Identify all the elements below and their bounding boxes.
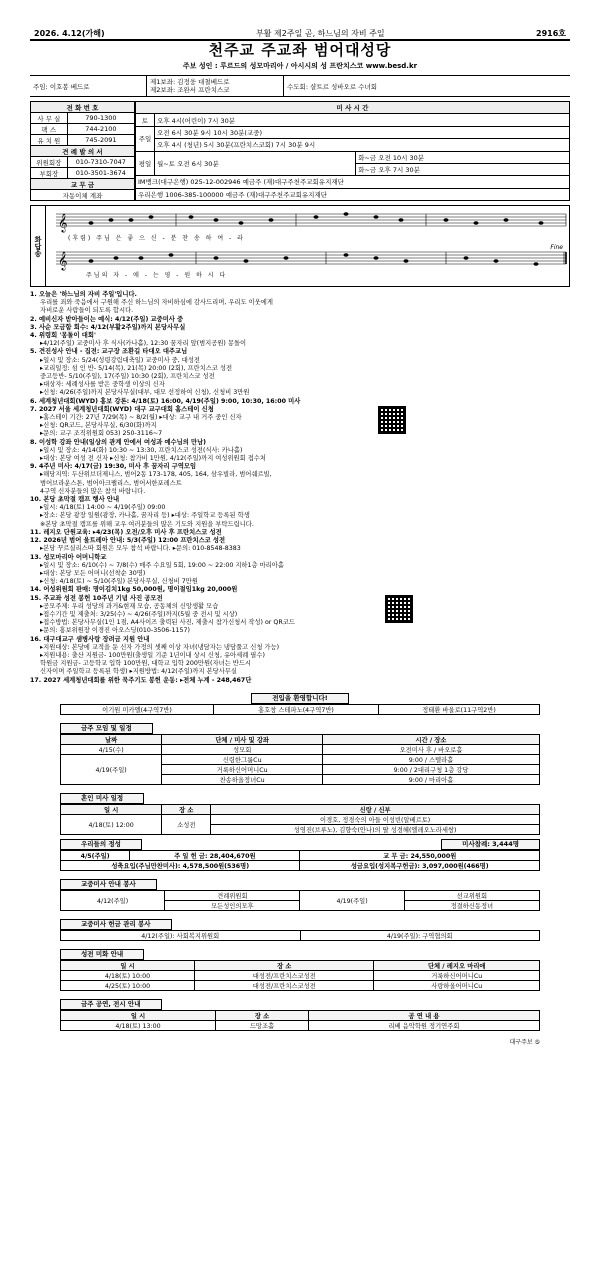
notice-item: [30, 554, 570, 587]
notice-item: [30, 586, 570, 594]
welcome-table: [60, 704, 540, 715]
svg-text:𝄞: 𝄞: [58, 251, 68, 270]
phone-value: 744-2100: [67, 124, 134, 135]
notice-item: [30, 324, 570, 332]
notice-line: 범어브라운스톤, 범어아크팰리스, 범어서한포레스트: [40, 479, 182, 487]
notice-item: [30, 636, 570, 677]
sat-label: 토: [136, 114, 155, 126]
notice-title: 6. 세계청년대회(WYD) 홍보 강론: 4/18(토) 16:00, 4/19(주일) 9:00, 10:30, 16:00 미사: [30, 397, 301, 405]
meeting-place: 오전미사 후 / 바오로홀: [323, 744, 540, 754]
notice-line: ▸본당 꾸르실리스따 회원은 모두 참석 바랍니다. ▸문의: 010-8548-8383: [40, 545, 241, 553]
notice-line: ▸장소: 본당 광장 일원(광장, 카나홀, 꿈자리 등) ▸대상: 주일학교 등록된 학생: [40, 512, 250, 520]
notice-title: 11. 레지오 단원교육: ▸4/23(목) 오전/오후 미사 후 프란치스코 성전: [30, 528, 222, 536]
notice-line: 자비로운 사람들이 되도록 합시다.: [40, 307, 134, 315]
phone-label: 사 무 실: [31, 113, 68, 124]
notice-title: 3. 사순 모금함 회수: 4/12(부활2주일)까지 본당사무실: [30, 323, 186, 331]
col-header: 공 연 내 용: [308, 1010, 539, 1020]
notice-line: ▸일시 및 장소: 6/10(수) ~ 7/8(수) 매주 수요일 5회, 19:00 ~ 22:00 지하1층 마리아홀: [40, 561, 284, 569]
notice-line: ▸4/12(주일) 교중미사 후 식사(카나홀), 12:30 꿈자리 앞(범지공원) 몽돌이: [40, 340, 247, 348]
sisters: 수도회: 샬트르 성바오로 수녀회: [287, 82, 378, 91]
decor-group: 거룩하신어머니Cu: [374, 970, 540, 980]
weekday-right-2: 화~금 오후 7시 30분: [356, 163, 570, 175]
concert-title: 금주 공연, 전시 안내: [60, 999, 162, 1010]
info-section: [30, 101, 570, 201]
holy-offering: 성금요입(성지복구헌금): 3,097,000원(466명): [300, 860, 540, 870]
service-title: 교중미사 안내 봉사: [60, 879, 157, 890]
meetings-title: 금주 모임 및 일정: [60, 723, 153, 734]
notice-title: 9. 4주년 미사: 4/17(금) 19:30, 미사 후 꿈자리 구역모임: [30, 463, 197, 471]
notice-line: ▸홈스테이 기간: 27년 7/29(목) ~ 8/2(월) ▸대상: 교구 내 거주 중인 신자: [40, 414, 242, 422]
meeting-date: 4/19(주일): [61, 754, 162, 784]
notice-line: ▸지원대상: 본당에 교적을 둔 신자 가정의 셋째 이상 자녀(냉담자는 냉담풀고 신청 가능): [40, 643, 280, 651]
phone-label: 유 치 원: [31, 135, 68, 146]
notice-item: [30, 398, 570, 406]
weekday-mass: 월~토 오전 6시 30분: [155, 151, 356, 176]
notices-list: [30, 291, 570, 685]
notice-line: ▸교리일정: 섬 인 반- 5/14(목), 21(목) 20:00 (2회), 프란치스코 성전: [40, 364, 233, 372]
weekday-right-1: 화~금 오전 10시 30분: [356, 151, 570, 163]
vicar-1: 제1보좌: 김정웅 대철베드로: [150, 78, 230, 86]
col-header: 날짜: [61, 734, 162, 744]
notice-item: [30, 348, 570, 397]
decor-table: [60, 960, 540, 991]
notice-item: [30, 291, 570, 316]
welcome-title: 전입을 환영합니다!: [251, 693, 348, 704]
mass-table: [135, 101, 570, 201]
phones-header: 전 화 번 호: [31, 102, 135, 113]
concert-date: 4/18(토) 13:00: [61, 1020, 216, 1030]
lyric-line-2: 주님의 자 - 애 - 는 영 - 원 하 시 다: [86, 272, 228, 279]
concert-content: 리베 음악학원 정기연주회: [308, 1020, 539, 1030]
notice-title: 4. 위령회 '몽돌이 대회': [30, 332, 96, 340]
col-header: 단체 / 미사 및 강좌: [162, 734, 323, 744]
attendance-value: 3,444명: [492, 839, 519, 848]
notice-line: ▸신청: 4/18(토) ~ 5/10(주일) 본당사무실, 신청비 7만원: [40, 578, 198, 586]
notice-line: 중고등반- 5/10(주일), 17(주일) 10:30 (2회), 프란치스코 성전: [40, 373, 215, 381]
service-group: 선교위원회: [404, 890, 539, 900]
notice-title: 13. 성모마리아 어머니학교: [30, 553, 107, 561]
notice-title: 8. 이성학 강좌 안내(일상의 관계 안에서 여성과 예수님의 만남): [30, 438, 207, 446]
col-header: 장 소: [195, 960, 374, 970]
wedding-place: 소성전: [162, 814, 211, 834]
cleaning-left: 4/12(주일): 사회복지위원회: [61, 930, 301, 940]
notice-line: ▸신청: QR코드, 본당사무실, 6/30(화)까지: [40, 422, 157, 430]
notice-item: [30, 439, 570, 464]
decor-group: 사랑하올어머니Cu: [374, 980, 540, 990]
notice-line: 4구역 신자분들의 많은 참석 바랍니다.: [40, 487, 146, 495]
notice-title: 10. 본당 초막절 캠프 행사 안내: [30, 496, 120, 504]
notice-title: 17. 2027 세계청년대회를 위한 묵주기도 봉헌 운동: ▸전체 누계 - 248,467단: [30, 676, 252, 684]
welcome-name: 정태환 바울로(11구역2반): [379, 704, 540, 714]
attendance-label: 미사참례:: [462, 839, 490, 848]
decor-date: 4/25(토) 10:00: [61, 980, 195, 990]
church-title: 천주교 주교좌 범어대성당: [208, 41, 392, 59]
meeting-group: 성모회: [162, 744, 323, 754]
notice-title: 14. 어성위원회 판매: 명이김치1kg 50,000원, 명이절임1kg 20,000원: [30, 586, 238, 594]
phone-value: 010-7310-7047: [67, 157, 134, 168]
service-table: [60, 890, 540, 911]
notice-line: ▸대상자: 세례성사를 받은 중학생 이상의 신자: [40, 381, 165, 389]
welcome-name: 이기원 미카엘(4구역7반): [61, 704, 214, 714]
vicar-2: 제2보좌: 조완서 프란치스코: [150, 86, 230, 94]
notice-item: [30, 332, 570, 348]
attendance-box: [441, 839, 540, 850]
decor-place: 대성전/프란치스코성전: [195, 970, 374, 980]
offering-date: 4/5(주일): [61, 850, 130, 860]
phone-value: 790-1300: [67, 113, 134, 124]
liturgical-day: 부활 제2주일 곧, 하느님의 자비 주일: [256, 29, 385, 38]
notice-line: ▸신청: 4/26(주일)까지 본당사무실(대부, 대모 선정하여 신청), 신청비 3만원: [40, 389, 250, 397]
account-label: 자동이체 계좌: [31, 190, 135, 201]
notice-line: ▸해당지역: 두산위브더제니스, 범어2동 173-178, 405, 164, 삼우빌라, 범어쉐르빌,: [40, 471, 272, 479]
vicars: [147, 76, 284, 96]
clergy-row: [30, 76, 570, 97]
decor-date: 4/18(토) 10:00: [61, 970, 195, 980]
notice-item: [30, 595, 570, 636]
patrons-line: 주보 성인 : 루르드의 성모마리아 / 아시시의 성 프란치스코 www.besd.kr: [182, 62, 418, 70]
phone-value: 745-2091: [67, 135, 134, 146]
col-header: 시간 / 장소: [323, 734, 540, 744]
notice-line: 우리를 죄와 죽음에서 구원해 주신 하느님의 자비하심에 감사드리며, 우리도 이웃에게: [40, 299, 273, 307]
phone-table: [30, 101, 135, 201]
wedding-date: 4/18(토) 12:00: [61, 814, 162, 834]
phone-label: 팩 스: [31, 124, 68, 135]
sun-pm-mass: 오후 4시 (청년) 5시 30분(프란치스코회) 7시 30분 9시: [155, 139, 570, 151]
sunday-offering: 주 일 헌 금: 28,404,670원: [130, 850, 300, 860]
fine-mark: Fine: [550, 244, 563, 251]
notice-line: ▸지원내용: 출산 지원금- 100만원(출생일 기준 1년이내 상시 신청, 유아세례 필수): [40, 651, 265, 659]
meeting-place: 9:00 / 스텔라홀: [323, 754, 540, 764]
meeting-place: 9:00 / 마리아홀: [323, 774, 540, 784]
notice-title: 7. 2027 서울 세계청년대회(WYD) 대구 교구대회 홈스테이 신청: [30, 405, 214, 413]
wedding-couple: 이경호, 정경숙의 아들 이성빈(알베르토): [211, 814, 540, 824]
offering-title: 우리들의 정성: [60, 839, 142, 850]
issue-number: 2916호: [536, 29, 566, 38]
phone-label: 부회장: [31, 168, 68, 179]
notice-line: ※본당 초막절 캠프를 위해 교우 여러분들의 많은 기도와 지원을 부탁드립니다.: [40, 520, 254, 528]
concert-table: [60, 1010, 540, 1031]
footer-page: 대구주보 ⑤: [509, 1038, 540, 1046]
bulletin-date: 2026. 4.12(가해): [34, 29, 105, 38]
notice-line: ▸공모주제: 우리 성당의 과거&현재 모습, 공동체의 신앙생활 모습: [40, 602, 219, 610]
bank-account-2: 우리은행 1006-385-100000 예금주 (재)대구주천주교회유지재단: [136, 188, 570, 200]
header-line: [30, 28, 570, 39]
phone-value: 010-3501-3674: [67, 168, 134, 179]
notice-line: ▸접수방법: 본당사무실(1인 1점, A4사이즈 출력된 사진, 제출시 참가신청서 작성) or QR코드: [40, 619, 295, 627]
service-date: 4/12(주일): [61, 890, 165, 910]
decor-title: 성전 미화 안내: [60, 949, 144, 960]
notice-item: [30, 529, 570, 537]
title-box: [30, 39, 570, 76]
sun-am-mass: 오전 6시 30분 9시 10시 30분(교중): [155, 126, 570, 138]
notice-line: 신자이며 주일학교 등록된 학생) ▸지원방법: 4/12(주일)까지 본당사무실: [40, 668, 237, 676]
cleaning-right: 4/19(주일): 구역협의회: [300, 930, 540, 940]
notice-title: 16. 대구대교구 샘병사랑 장려금 지원 안내: [30, 635, 150, 643]
col-header: 단체 / 레지오 마리애: [374, 960, 540, 970]
cleaning-table: [60, 930, 540, 941]
meetings-table: [60, 734, 540, 785]
concert-place: 드망조홀: [216, 1020, 309, 1030]
cleaning-title: 교중미사 헌금 관리 봉사: [60, 919, 172, 930]
bank-account-1: IM뱅크(대구은행) 025-12-002946 예금주 (재)대구주천주교회유지재단: [136, 176, 570, 188]
qr-code-icon: [385, 595, 413, 623]
center-header: 견 례 발 의 서: [31, 146, 135, 157]
pastor: 주임: 이호봉 베드로: [30, 76, 147, 96]
meeting-group: 찬송하올정녀Cu: [162, 774, 323, 784]
meeting-group: 거룩하신어머니Cu: [162, 764, 323, 774]
tithe: 교 무 금: 24,550,000원: [300, 850, 540, 860]
col-header: 신랑 / 신부: [211, 804, 540, 814]
col-header: 일 시: [61, 1010, 216, 1020]
notice-item: [30, 406, 570, 439]
service-group: 모든성인의모후: [165, 900, 300, 910]
col-header: 일 시: [61, 804, 162, 814]
meeting-place: 9:00 / 2대리구청 1층 강당: [323, 764, 540, 774]
wedding-couple: 성영진(브루노), 김향숙(안나)의 딸 성경혜(엘레오노라세쌍): [211, 824, 540, 834]
psalm-music: [30, 205, 570, 287]
building-offering: 성축요입(주님만찬미사): 4,578,500원(536명): [61, 860, 300, 870]
sun-label: 주일: [136, 126, 155, 151]
col-header: 장 소: [216, 1010, 309, 1020]
sat-mass: 오후 4시(어린이) 7시 30분: [155, 114, 570, 126]
notice-line: ▸접수기간 및 제출처: 3/25(수) ~ 4/26(주일)까지(5월 중 전시 및 시상): [40, 610, 238, 618]
welcome-name: 홍호창 스테파노(4구역7반): [213, 704, 378, 714]
notice-line: ▸일시 및 장소: 5/24(성령강림대축일) 교중미사 중, 대성전: [40, 356, 201, 364]
decor-place: 대성전/프란치스코성전: [195, 980, 374, 990]
wedding-title: 혼인 미사 일정: [60, 793, 144, 804]
meeting-group: 신령한그룹Cu: [162, 754, 323, 764]
notice-title: 15. 주교좌 성전 봉헌 10주년 기념 사진 공모전: [30, 594, 163, 602]
notice-item: [30, 496, 570, 529]
offering-table: [60, 850, 540, 871]
notice-item: [30, 463, 570, 496]
notice-line: ▸대상: 본당 여성 전 신자 ▸신청: 참가비 1만원, 4/12(주일)까지 여성위원회 접수처: [40, 455, 266, 463]
svg-text:𝄞: 𝄞: [58, 213, 68, 232]
notice-line: 학원금 지원금- 고등학교 입학 100만원, 대학교 입학 200만원(자녀는 반드시: [40, 660, 252, 668]
col-header: 일 시: [61, 960, 195, 970]
notice-line: ▸일시 및 장소: 4/14(화) 10:30 ~ 13:30, 프란치스코 성전(식사: 카나홀): [40, 446, 243, 454]
lyric-line-1: (후렴) 주님 은 좋 으 신 - 분 찬 송 하 여 - 라: [68, 235, 245, 242]
notice-line: ▸문의: 교구 조직위원회 053) 250-3116~7: [40, 430, 163, 438]
weekday-label: 평일: [136, 151, 155, 176]
notice-line: ▸대상: 본당 모든 어머니(선착순 30명): [40, 569, 146, 577]
notice-title: 5. 견진성사 안내 - 집전: 교구장 조환길 타대오 대주교님: [30, 348, 188, 356]
notice-title: 2. 예비신자 받아들이는 예식: 4/12(주일) 교중미사 중: [30, 315, 184, 323]
mass-header: 미 사 시 간: [136, 102, 570, 114]
notice-line: ▸일시: 4/18(토) 14:00 ~ 4/19(주일) 09:00: [40, 504, 166, 512]
meeting-date: 4/15(수): [61, 744, 162, 754]
notice-item: [30, 316, 570, 324]
notice-item: [30, 537, 570, 553]
account-header: 교 무 금: [31, 179, 135, 190]
phone-label: 위원회장: [31, 157, 68, 168]
qr-code-icon: [378, 406, 406, 434]
notice-title: 1. 오늘은 '하느님의 자비 주일'입니다.: [30, 291, 137, 298]
service-group: 견례위원회: [165, 890, 300, 900]
service-date: 4/19(주일): [300, 890, 404, 910]
wedding-table: [60, 804, 540, 835]
service-group: 정결하신동정녀: [404, 900, 539, 910]
notice-title: 12. 2026년 범어 울트레아 안내: 5/3(주일) 12:00 프란치스코 성전: [30, 537, 226, 545]
psalm-label: 화답송: [31, 206, 46, 286]
notice-line: ▸문의: 홍보위원장 이경진 아오스딩(010-3506-1157): [40, 627, 190, 635]
notice-item: [30, 677, 570, 685]
staff-area: [46, 206, 569, 286]
col-header: 장 소: [162, 804, 211, 814]
